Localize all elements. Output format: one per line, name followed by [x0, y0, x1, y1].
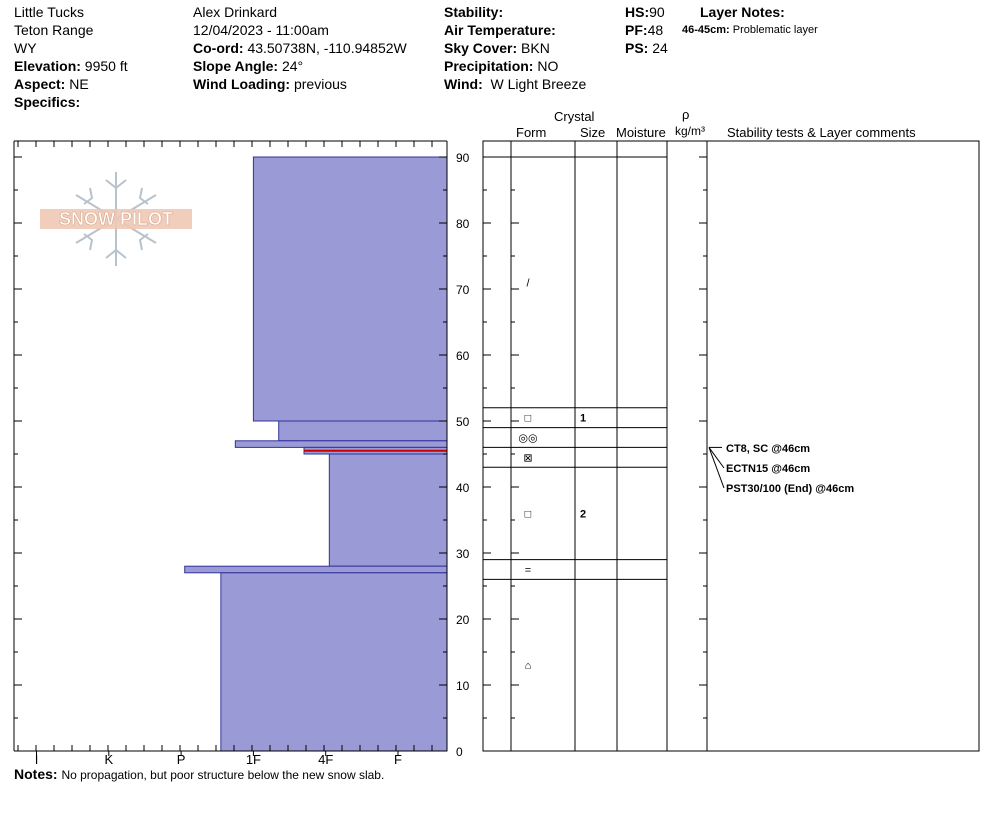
specifics-label: Specifics:: [14, 94, 81, 110]
precip-label: Precipitation:: [444, 58, 534, 74]
wind-label: Wind:: [444, 76, 483, 92]
stability-header: Stability tests & Layer comments: [727, 125, 916, 140]
coord-label: Co-ord:: [193, 40, 244, 56]
snowpilot-logo: [40, 172, 192, 266]
hardness-tick-label: 1F: [245, 752, 261, 767]
snow-layer-bar: [253, 157, 447, 421]
air-temp-label: Air Temperature:: [444, 22, 556, 38]
snow-layer-bar: [185, 566, 447, 573]
depth-tick-label: 20: [456, 613, 470, 627]
observer: Alex Drinkard: [193, 4, 278, 20]
elevation-label: Elevation:: [14, 58, 81, 74]
stability-test-arrow: [709, 447, 724, 468]
crystal-form-symbol: □: [524, 412, 532, 425]
hardness-tick-label: I: [34, 752, 39, 767]
density-unit-header: kg/m³: [675, 124, 705, 138]
stability-test-label: PST30/100 (End) @46cm: [726, 483, 855, 495]
form-header: Form: [516, 125, 547, 140]
depth-tick-label: 10: [456, 679, 470, 693]
depth-tick-label: 0: [456, 745, 463, 759]
snow-layer-bar: [329, 454, 447, 566]
hardness-tick-label: F: [394, 752, 402, 767]
rho-header: ρ: [682, 107, 690, 122]
moisture-header: Moisture: [616, 125, 666, 140]
crystal-form-symbol: □: [524, 508, 532, 521]
depth-tick-label: 30: [456, 547, 470, 561]
pf-label: PF:: [625, 22, 648, 38]
wind-loading-value: previous: [293, 76, 347, 92]
depth-tick-label: 70: [456, 283, 470, 297]
aspect-value: NE: [69, 76, 89, 92]
depth-tick-label: 60: [456, 349, 470, 363]
crystal-form-symbol: ⊠: [523, 452, 533, 465]
sky-label: Sky Cover:: [444, 40, 518, 56]
slope-label: Slope Angle:: [193, 58, 279, 74]
ps-label: PS:: [625, 40, 649, 56]
precip-value: NO: [537, 58, 559, 74]
snow-layer-bar: [235, 441, 447, 448]
crystal-form-symbol: ⌂: [524, 660, 532, 673]
stability-label: Stability:: [444, 4, 504, 20]
size-header: Size: [580, 125, 606, 140]
location: Little Tucks: [14, 4, 85, 20]
stability-test-arrow: [709, 447, 724, 488]
layer-notes-label: Layer Notes:: [700, 4, 785, 20]
layer-note-range: 46-45cm:: [682, 24, 730, 36]
notes-label: Notes:: [14, 766, 58, 782]
range: Teton Range: [14, 22, 94, 38]
slope-value: 24°: [281, 58, 304, 74]
hardness-tick-label: P: [176, 752, 186, 767]
wind-value: W Light Breeze: [490, 76, 587, 92]
notes-text: No propagation, but poor structure below the new snow slab.: [61, 768, 385, 782]
hardness-tick-label: 4F: [318, 752, 334, 767]
wind-loading-label: Wind Loading:: [193, 76, 291, 92]
ps-value: 24: [652, 40, 668, 56]
hs-value: 90: [649, 4, 665, 20]
snow-layer-bar: [279, 421, 447, 441]
elevation-value: 9950 ft: [84, 58, 128, 74]
depth-tick-label: 90: [456, 151, 470, 165]
pf-value: 48: [647, 22, 664, 38]
hardness-tick-label: K: [104, 752, 114, 767]
layer-note-text: Problematic layer: [732, 24, 818, 36]
depth-tick-label: 80: [456, 217, 470, 231]
crystal-size-value: 1: [580, 412, 587, 425]
coord-value: 43.50738N, -110.94852W: [247, 40, 407, 56]
depth-tick-label: 40: [456, 481, 470, 495]
crystal-size-value: 2: [580, 508, 587, 521]
crystal-form-symbol: ◎◎: [518, 432, 538, 445]
crystal-header: Crystal: [554, 109, 595, 124]
datetime: 12/04/2023 - 11:00am: [193, 22, 329, 38]
sky-value: BKN: [521, 40, 550, 56]
crystal-form-symbol: =: [524, 564, 532, 577]
state: WY: [14, 40, 37, 56]
snow-layer-bar: [221, 573, 447, 751]
depth-tick-label: 50: [456, 415, 470, 429]
notes: [14, 766, 384, 783]
crystal-form-symbol: /: [526, 277, 530, 290]
hs-label: HS:: [625, 4, 650, 20]
stability-test-label: ECTN15 @46cm: [726, 463, 811, 475]
stability-test-label: CT8, SC @46cm: [726, 443, 811, 455]
aspect-label: Aspect:: [14, 76, 66, 92]
logo-text: SNOW PILOT: [59, 209, 173, 229]
